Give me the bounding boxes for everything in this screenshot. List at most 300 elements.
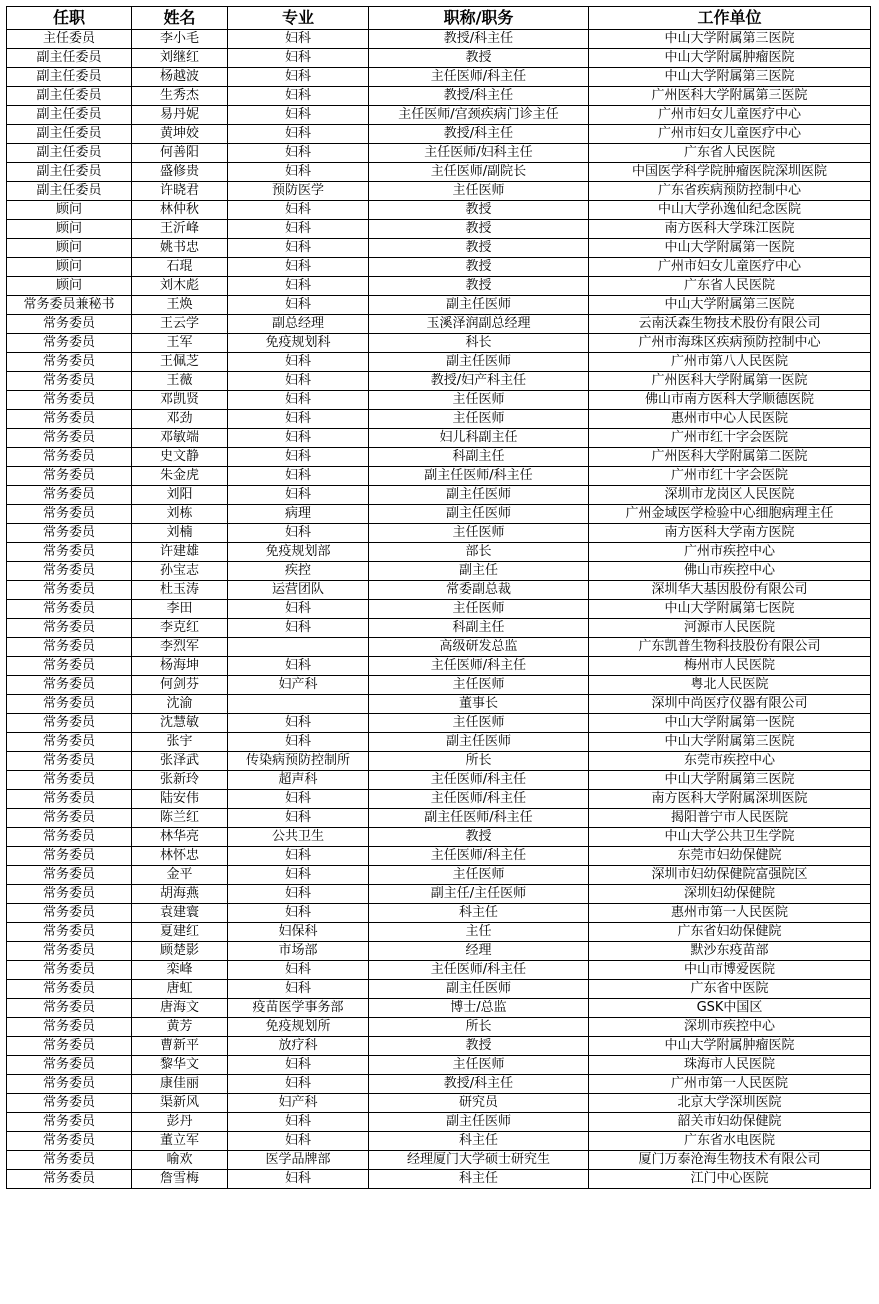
cell-specialty: 妇科 bbox=[228, 486, 369, 505]
cell-specialty: 妇科 bbox=[228, 448, 369, 467]
cell-workplace: 深圳市妇幼保健院富强院区 bbox=[589, 866, 871, 885]
table-row bbox=[7, 619, 871, 638]
table-row bbox=[7, 904, 871, 923]
table-row bbox=[7, 353, 871, 372]
cell-position: 常务委员兼秘书 bbox=[7, 296, 132, 315]
cell-specialty: 免疫规划部 bbox=[228, 543, 369, 562]
cell-position: 常务委员 bbox=[7, 505, 132, 524]
cell-workplace: 广东凯普生物科技股份有限公司 bbox=[589, 638, 871, 657]
header-position: 任职 bbox=[7, 7, 132, 30]
cell-workplace: GSK中国区 bbox=[589, 999, 871, 1018]
cell-title-duty: 玉溪泽润副总经理 bbox=[369, 315, 589, 334]
cell-title-duty: 主任医师/科主任 bbox=[369, 771, 589, 790]
cell-name: 袁建寰 bbox=[132, 904, 228, 923]
cell-title-duty: 教授/科主任 bbox=[369, 1075, 589, 1094]
cell-workplace: 云南沃森生物技术股份有限公司 bbox=[589, 315, 871, 334]
cell-name: 刘阳 bbox=[132, 486, 228, 505]
cell-workplace: 广州市红十字会医院 bbox=[589, 429, 871, 448]
cell-specialty: 疾控 bbox=[228, 562, 369, 581]
cell-workplace: 广州市疾控中心 bbox=[589, 543, 871, 562]
cell-specialty: 妇科 bbox=[228, 980, 369, 999]
cell-name: 王焕 bbox=[132, 296, 228, 315]
cell-position: 常务委员 bbox=[7, 809, 132, 828]
cell-name: 栾峰 bbox=[132, 961, 228, 980]
cell-workplace: 广东省人民医院 bbox=[589, 277, 871, 296]
table-row bbox=[7, 68, 871, 87]
cell-workplace: 广州医科大学附属第二医院 bbox=[589, 448, 871, 467]
table-row bbox=[7, 885, 871, 904]
cell-workplace: 中山大学孙逸仙纪念医院 bbox=[589, 201, 871, 220]
cell-title-duty: 主任医师 bbox=[369, 182, 589, 201]
cell-specialty: 妇科 bbox=[228, 1132, 369, 1151]
cell-title-duty: 教授/科主任 bbox=[369, 87, 589, 106]
cell-name: 曹新平 bbox=[132, 1037, 228, 1056]
cell-workplace: 深圳中尚医疗仪器有限公司 bbox=[589, 695, 871, 714]
cell-workplace: 南方医科大学附属深圳医院 bbox=[589, 790, 871, 809]
cell-position: 常务委员 bbox=[7, 923, 132, 942]
cell-specialty: 超声科 bbox=[228, 771, 369, 790]
cell-name: 沈慧敏 bbox=[132, 714, 228, 733]
cell-position: 顾问 bbox=[7, 239, 132, 258]
cell-specialty bbox=[228, 695, 369, 714]
cell-position: 顾问 bbox=[7, 220, 132, 239]
cell-name: 金平 bbox=[132, 866, 228, 885]
cell-title-duty: 教授 bbox=[369, 258, 589, 277]
cell-position: 常务委员 bbox=[7, 372, 132, 391]
cell-position: 常务委员 bbox=[7, 600, 132, 619]
table-row bbox=[7, 201, 871, 220]
cell-workplace: 深圳华大基因股份有限公司 bbox=[589, 581, 871, 600]
cell-specialty: 妇科 bbox=[228, 144, 369, 163]
cell-title-duty: 主任医师/科主任 bbox=[369, 847, 589, 866]
cell-specialty: 妇科 bbox=[228, 87, 369, 106]
table-row bbox=[7, 942, 871, 961]
cell-workplace: 广东省妇幼保健院 bbox=[589, 923, 871, 942]
cell-name: 康佳丽 bbox=[132, 1075, 228, 1094]
table-row bbox=[7, 486, 871, 505]
cell-workplace: 梅州市人民医院 bbox=[589, 657, 871, 676]
cell-workplace: 北京大学深圳医院 bbox=[589, 1094, 871, 1113]
cell-specialty: 妇科 bbox=[228, 1170, 369, 1189]
cell-position: 常务委员 bbox=[7, 581, 132, 600]
cell-name: 林怀忠 bbox=[132, 847, 228, 866]
table-row bbox=[7, 239, 871, 258]
cell-workplace: 广州市第一人民医院 bbox=[589, 1075, 871, 1094]
cell-workplace: 默沙东疫苗部 bbox=[589, 942, 871, 961]
cell-specialty: 妇科 bbox=[228, 68, 369, 87]
cell-position: 副主任委员 bbox=[7, 49, 132, 68]
cell-specialty: 妇保科 bbox=[228, 923, 369, 942]
cell-workplace: 中山大学公共卫生学院 bbox=[589, 828, 871, 847]
cell-name: 易丹妮 bbox=[132, 106, 228, 125]
cell-workplace: 广东省水电医院 bbox=[589, 1132, 871, 1151]
table-row bbox=[7, 1113, 871, 1132]
cell-workplace: 广州市海珠区疾病预防控制中心 bbox=[589, 334, 871, 353]
cell-name: 沈渝 bbox=[132, 695, 228, 714]
cell-title-duty: 主任医师/副院长 bbox=[369, 163, 589, 182]
cell-specialty: 妇科 bbox=[228, 524, 369, 543]
cell-specialty: 妇科 bbox=[228, 904, 369, 923]
cell-name: 顾楚影 bbox=[132, 942, 228, 961]
cell-title-duty: 副主任医师 bbox=[369, 1113, 589, 1132]
table-row bbox=[7, 220, 871, 239]
cell-specialty: 妇科 bbox=[228, 258, 369, 277]
table-row bbox=[7, 638, 871, 657]
cell-name: 李小毛 bbox=[132, 30, 228, 49]
cell-specialty: 妇科 bbox=[228, 619, 369, 638]
cell-specialty: 妇科 bbox=[228, 372, 369, 391]
cell-title-duty: 部长 bbox=[369, 543, 589, 562]
table-row bbox=[7, 1132, 871, 1151]
committee-member-table bbox=[6, 6, 871, 1189]
cell-specialty: 妇科 bbox=[228, 163, 369, 182]
cell-specialty: 妇科 bbox=[228, 657, 369, 676]
cell-position: 顾问 bbox=[7, 277, 132, 296]
cell-title-duty: 教授 bbox=[369, 277, 589, 296]
cell-specialty: 妇产科 bbox=[228, 676, 369, 695]
cell-title-duty: 科主任 bbox=[369, 1132, 589, 1151]
cell-position: 常务委员 bbox=[7, 543, 132, 562]
cell-specialty: 妇科 bbox=[228, 391, 369, 410]
cell-title-duty: 副主任医师/科主任 bbox=[369, 467, 589, 486]
cell-workplace: 广州医科大学附属第三医院 bbox=[589, 87, 871, 106]
table-row bbox=[7, 1094, 871, 1113]
cell-name: 朱金虎 bbox=[132, 467, 228, 486]
table-row bbox=[7, 809, 871, 828]
cell-position: 副主任委员 bbox=[7, 163, 132, 182]
cell-position: 常务委员 bbox=[7, 961, 132, 980]
cell-title-duty: 主任医师 bbox=[369, 410, 589, 429]
cell-position: 常务委员 bbox=[7, 733, 132, 752]
cell-title-duty: 副主任医师/科主任 bbox=[369, 809, 589, 828]
cell-position: 常务委员 bbox=[7, 980, 132, 999]
cell-name: 林华亮 bbox=[132, 828, 228, 847]
table-row bbox=[7, 999, 871, 1018]
table-row bbox=[7, 771, 871, 790]
cell-position: 常务委员 bbox=[7, 353, 132, 372]
table-row bbox=[7, 391, 871, 410]
cell-specialty: 放疗科 bbox=[228, 1037, 369, 1056]
cell-specialty: 免疫规划所 bbox=[228, 1018, 369, 1037]
cell-specialty bbox=[228, 638, 369, 657]
cell-title-duty: 主任医师 bbox=[369, 714, 589, 733]
cell-name: 许晓君 bbox=[132, 182, 228, 201]
cell-position: 常务委员 bbox=[7, 1132, 132, 1151]
table-row bbox=[7, 923, 871, 942]
cell-workplace: 广州市妇女儿童医疗中心 bbox=[589, 106, 871, 125]
cell-position: 常务委员 bbox=[7, 486, 132, 505]
table-row bbox=[7, 1151, 871, 1170]
cell-position: 副主任委员 bbox=[7, 106, 132, 125]
table-row bbox=[7, 600, 871, 619]
cell-name: 黎华文 bbox=[132, 1056, 228, 1075]
cell-title-duty: 副主任/主任医师 bbox=[369, 885, 589, 904]
cell-title-duty: 副主任医师 bbox=[369, 733, 589, 752]
table-row bbox=[7, 296, 871, 315]
cell-workplace: 南方医科大学南方医院 bbox=[589, 524, 871, 543]
cell-name: 邓劲 bbox=[132, 410, 228, 429]
cell-name: 唐虹 bbox=[132, 980, 228, 999]
cell-name: 胡海燕 bbox=[132, 885, 228, 904]
cell-name: 陈兰红 bbox=[132, 809, 228, 828]
cell-position: 常务委员 bbox=[7, 1018, 132, 1037]
cell-workplace: 中山大学附属肿瘤医院 bbox=[589, 1037, 871, 1056]
cell-title-duty: 教授/妇产科主任 bbox=[369, 372, 589, 391]
cell-title-duty: 科主任 bbox=[369, 1170, 589, 1189]
cell-name: 许建雄 bbox=[132, 543, 228, 562]
table-row bbox=[7, 866, 871, 885]
cell-workplace: 江门中心医院 bbox=[589, 1170, 871, 1189]
table-row bbox=[7, 49, 871, 68]
cell-name: 邓敏端 bbox=[132, 429, 228, 448]
cell-workplace: 广州市红十字会医院 bbox=[589, 467, 871, 486]
cell-name: 李克红 bbox=[132, 619, 228, 638]
table-header-row bbox=[7, 7, 871, 30]
table-row bbox=[7, 1056, 871, 1075]
cell-position: 常务委员 bbox=[7, 714, 132, 733]
cell-title-duty: 董事长 bbox=[369, 695, 589, 714]
cell-name: 渠新风 bbox=[132, 1094, 228, 1113]
table-row bbox=[7, 1170, 871, 1189]
table-row bbox=[7, 524, 871, 543]
cell-title-duty: 副主任医师 bbox=[369, 353, 589, 372]
cell-title-duty: 教授 bbox=[369, 201, 589, 220]
cell-name: 杨海坤 bbox=[132, 657, 228, 676]
cell-title-duty: 教授 bbox=[369, 220, 589, 239]
cell-position: 常务委员 bbox=[7, 866, 132, 885]
cell-position: 常务委员 bbox=[7, 657, 132, 676]
cell-workplace: 中山大学附属第一医院 bbox=[589, 239, 871, 258]
table-body bbox=[7, 30, 871, 1189]
cell-title-duty: 副主任医师 bbox=[369, 486, 589, 505]
table-row bbox=[7, 334, 871, 353]
cell-title-duty: 教授/科主任 bbox=[369, 125, 589, 144]
cell-name: 刘栋 bbox=[132, 505, 228, 524]
cell-specialty: 妇科 bbox=[228, 733, 369, 752]
cell-workplace: 中山市博爱医院 bbox=[589, 961, 871, 980]
cell-name: 姚书忠 bbox=[132, 239, 228, 258]
cell-specialty: 妇科 bbox=[228, 866, 369, 885]
cell-title-duty: 经理厦门大学硕士研究生 bbox=[369, 1151, 589, 1170]
cell-specialty: 妇科 bbox=[228, 714, 369, 733]
cell-name: 喻欢 bbox=[132, 1151, 228, 1170]
cell-workplace: 深圳市龙岗区人民医院 bbox=[589, 486, 871, 505]
cell-title-duty: 主任医师/科主任 bbox=[369, 68, 589, 87]
cell-name: 何剑芬 bbox=[132, 676, 228, 695]
cell-name: 张泽武 bbox=[132, 752, 228, 771]
cell-specialty: 妇科 bbox=[228, 220, 369, 239]
cell-title-duty: 高级研发总监 bbox=[369, 638, 589, 657]
cell-title-duty: 科主任 bbox=[369, 904, 589, 923]
table-row bbox=[7, 125, 871, 144]
table-row bbox=[7, 1037, 871, 1056]
cell-position: 副主任委员 bbox=[7, 87, 132, 106]
cell-workplace: 惠州市中心人民医院 bbox=[589, 410, 871, 429]
table-row bbox=[7, 467, 871, 486]
table-row bbox=[7, 258, 871, 277]
cell-name: 詹雪梅 bbox=[132, 1170, 228, 1189]
cell-workplace: 中山大学附属第三医院 bbox=[589, 733, 871, 752]
cell-name: 张宇 bbox=[132, 733, 228, 752]
table-row bbox=[7, 562, 871, 581]
cell-workplace: 广州市妇女儿童医疗中心 bbox=[589, 125, 871, 144]
cell-workplace: 广东省疾病预防控制中心 bbox=[589, 182, 871, 201]
cell-position: 副主任委员 bbox=[7, 125, 132, 144]
cell-workplace: 东莞市疾控中心 bbox=[589, 752, 871, 771]
cell-workplace: 中山大学附属第七医院 bbox=[589, 600, 871, 619]
cell-specialty: 传染病预防控制所 bbox=[228, 752, 369, 771]
cell-name: 林仲秋 bbox=[132, 201, 228, 220]
cell-position: 常务委员 bbox=[7, 638, 132, 657]
cell-position: 常务委员 bbox=[7, 771, 132, 790]
cell-position: 副主任委员 bbox=[7, 182, 132, 201]
cell-specialty: 医学品牌部 bbox=[228, 1151, 369, 1170]
table-row bbox=[7, 581, 871, 600]
cell-workplace: 佛山市南方医科大学顺德医院 bbox=[589, 391, 871, 410]
cell-specialty: 妇科 bbox=[228, 296, 369, 315]
cell-name: 王军 bbox=[132, 334, 228, 353]
cell-specialty: 预防医学 bbox=[228, 182, 369, 201]
cell-specialty: 妇科 bbox=[228, 49, 369, 68]
cell-position: 常务委员 bbox=[7, 410, 132, 429]
table-row bbox=[7, 733, 871, 752]
cell-specialty: 免疫规划科 bbox=[228, 334, 369, 353]
cell-specialty: 妇科 bbox=[228, 790, 369, 809]
table-row bbox=[7, 30, 871, 49]
cell-workplace: 中山大学附属第三医院 bbox=[589, 68, 871, 87]
cell-title-duty: 常委副总裁 bbox=[369, 581, 589, 600]
cell-position: 常务委员 bbox=[7, 904, 132, 923]
cell-name: 彭丹 bbox=[132, 1113, 228, 1132]
cell-name: 杨越波 bbox=[132, 68, 228, 87]
cell-workplace: 中山大学附属第一医院 bbox=[589, 714, 871, 733]
cell-workplace: 广州市妇女儿童医疗中心 bbox=[589, 258, 871, 277]
cell-specialty: 妇科 bbox=[228, 277, 369, 296]
cell-specialty: 市场部 bbox=[228, 942, 369, 961]
cell-workplace: 河源市人民医院 bbox=[589, 619, 871, 638]
cell-name: 生秀杰 bbox=[132, 87, 228, 106]
table-row bbox=[7, 429, 871, 448]
table-row bbox=[7, 752, 871, 771]
cell-title-duty: 妇儿科副主任 bbox=[369, 429, 589, 448]
table-row bbox=[7, 790, 871, 809]
cell-name: 唐海文 bbox=[132, 999, 228, 1018]
cell-position: 常务委员 bbox=[7, 1075, 132, 1094]
cell-title-duty: 教授 bbox=[369, 49, 589, 68]
table-row bbox=[7, 87, 871, 106]
header-name: 姓名 bbox=[132, 7, 228, 30]
table-row bbox=[7, 676, 871, 695]
cell-specialty: 妇科 bbox=[228, 1056, 369, 1075]
cell-workplace: 广州市第八人民医院 bbox=[589, 353, 871, 372]
cell-position: 常务委员 bbox=[7, 999, 132, 1018]
cell-specialty: 病理 bbox=[228, 505, 369, 524]
cell-specialty: 妇科 bbox=[228, 1075, 369, 1094]
cell-name: 盛修贵 bbox=[132, 163, 228, 182]
cell-title-duty: 副主任 bbox=[369, 562, 589, 581]
cell-position: 常务委员 bbox=[7, 1037, 132, 1056]
cell-workplace: 南方医科大学珠江医院 bbox=[589, 220, 871, 239]
cell-specialty: 公共卫生 bbox=[228, 828, 369, 847]
cell-title-duty: 教授 bbox=[369, 1037, 589, 1056]
cell-position: 常务委员 bbox=[7, 676, 132, 695]
cell-specialty: 妇科 bbox=[228, 353, 369, 372]
cell-position: 常务委员 bbox=[7, 448, 132, 467]
table-row bbox=[7, 277, 871, 296]
cell-name: 石琨 bbox=[132, 258, 228, 277]
table-row bbox=[7, 448, 871, 467]
cell-workplace: 惠州市第一人民医院 bbox=[589, 904, 871, 923]
cell-position: 常务委员 bbox=[7, 1113, 132, 1132]
cell-title-duty: 副主任医师 bbox=[369, 980, 589, 999]
table-row bbox=[7, 543, 871, 562]
cell-name: 陆安伟 bbox=[132, 790, 228, 809]
cell-specialty: 妇科 bbox=[228, 467, 369, 486]
cell-title-duty: 副主任医师 bbox=[369, 296, 589, 315]
table-row bbox=[7, 828, 871, 847]
cell-name: 黄芳 bbox=[132, 1018, 228, 1037]
table-row bbox=[7, 505, 871, 524]
cell-name: 李田 bbox=[132, 600, 228, 619]
cell-title-duty: 主任 bbox=[369, 923, 589, 942]
cell-title-duty: 科副主任 bbox=[369, 619, 589, 638]
table-row bbox=[7, 372, 871, 391]
cell-title-duty: 所长 bbox=[369, 752, 589, 771]
table-row bbox=[7, 961, 871, 980]
cell-workplace: 广州金域医学检验中心细胞病理主任 bbox=[589, 505, 871, 524]
cell-title-duty: 教授 bbox=[369, 239, 589, 258]
cell-position: 常务委员 bbox=[7, 334, 132, 353]
cell-specialty: 妇科 bbox=[228, 106, 369, 125]
cell-name: 张新玲 bbox=[132, 771, 228, 790]
cell-name: 刘木彪 bbox=[132, 277, 228, 296]
cell-workplace: 广州医科大学附属第一医院 bbox=[589, 372, 871, 391]
cell-name: 邓凯贤 bbox=[132, 391, 228, 410]
cell-workplace: 佛山市疾控中心 bbox=[589, 562, 871, 581]
cell-position: 常务委员 bbox=[7, 391, 132, 410]
cell-name: 孙宝志 bbox=[132, 562, 228, 581]
cell-position: 常务委员 bbox=[7, 885, 132, 904]
cell-specialty: 妇科 bbox=[228, 429, 369, 448]
cell-position: 常务委员 bbox=[7, 752, 132, 771]
cell-position: 顾问 bbox=[7, 258, 132, 277]
cell-specialty: 妇科 bbox=[228, 600, 369, 619]
cell-position: 顾问 bbox=[7, 201, 132, 220]
cell-name: 刘继红 bbox=[132, 49, 228, 68]
cell-title-duty: 科副主任 bbox=[369, 448, 589, 467]
table-row bbox=[7, 847, 871, 866]
cell-title-duty: 主任医师 bbox=[369, 1056, 589, 1075]
cell-title-duty: 主任医师 bbox=[369, 391, 589, 410]
table-row bbox=[7, 1018, 871, 1037]
cell-workplace: 广东省人民医院 bbox=[589, 144, 871, 163]
table-row bbox=[7, 163, 871, 182]
cell-title-duty: 科长 bbox=[369, 334, 589, 353]
cell-specialty: 妇科 bbox=[228, 201, 369, 220]
cell-name: 李烈军 bbox=[132, 638, 228, 657]
table-row bbox=[7, 315, 871, 334]
cell-name: 何善阳 bbox=[132, 144, 228, 163]
cell-title-duty: 研究员 bbox=[369, 1094, 589, 1113]
cell-workplace: 深圳妇幼保健院 bbox=[589, 885, 871, 904]
cell-specialty: 妇科 bbox=[228, 125, 369, 144]
cell-title-duty: 主任医师/宫颈疾病门诊主任 bbox=[369, 106, 589, 125]
cell-title-duty: 主任医师/科主任 bbox=[369, 657, 589, 676]
cell-position: 常务委员 bbox=[7, 524, 132, 543]
cell-title-duty: 主任医师 bbox=[369, 866, 589, 885]
cell-workplace: 中山大学附属第三医院 bbox=[589, 296, 871, 315]
cell-specialty: 副总经理 bbox=[228, 315, 369, 334]
